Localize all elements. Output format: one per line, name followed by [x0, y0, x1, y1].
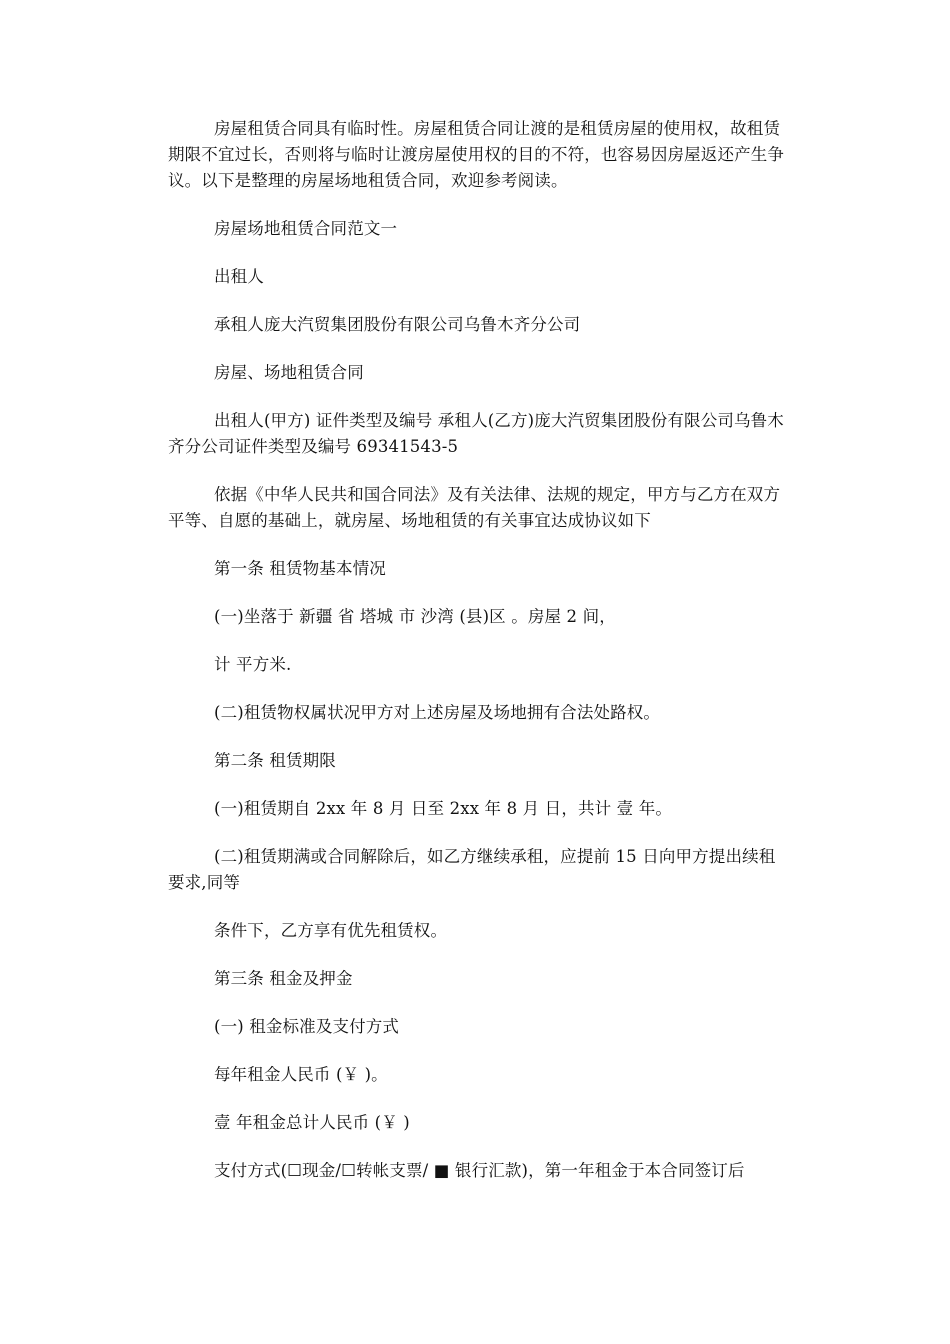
- article-2-item-2-cont: 条件下，乙方享有优先租赁权。: [214, 921, 448, 940]
- article-1-item-1: (一)坐落于 新疆 省 塔城 市 沙湾 (县)区 。房屋 2 间，: [214, 607, 616, 626]
- article-1-heading: 第一条 租赁物基本情况: [214, 559, 386, 578]
- total-rent-line: 壹 年租金总计人民币 (￥ ): [214, 1113, 410, 1132]
- payment-method-line: 支付方式(☐现金/☐转帐支票/ ■ 银行汇款)，第一年租金于本合同签订后: [214, 1161, 745, 1180]
- parties-paragraph: 出租人(甲方) 证件类型及编号 承租人(乙方)庞大汽贸集团股份有限公司乌鲁木齐分公司证件类型及编号 69341543-5: [168, 411, 784, 456]
- intro-paragraph: 房屋租赁合同具有临时性。房屋租赁合同让渡的是租赁房屋的使用权，故租赁期限不宜过长，否则将与临时让渡房屋使用权的目的不符，也容易因房屋返还产生争议。以下是整理的房屋场地租赁合同，欢迎参考阅读。: [168, 119, 785, 190]
- article-1-item-2: (二)租赁物权属状况甲方对上述房屋及场地拥有合法处路权。: [214, 703, 661, 722]
- section-heading: 房屋场地租赁合同范文一: [214, 219, 398, 238]
- contract-title: 房屋、场地租赁合同: [214, 363, 364, 382]
- annual-rent-line: 每年租金人民币 (￥ )。: [214, 1065, 388, 1084]
- article-2-heading: 第二条 租赁期限: [214, 751, 336, 770]
- document-body: [168, 116, 788, 1184]
- article-3-heading: 第三条 租金及押金: [214, 969, 353, 988]
- article-1-area: 计 平方米.: [214, 655, 292, 674]
- article-2-item-2: (二)租赁期满或合同解除后，如乙方继续承租，应提前 15 日向甲方提出续租要求,同等: [168, 847, 776, 892]
- basis-paragraph: 依据《中华人民共和国合同法》及有关法律、法规的规定，甲方与乙方在双方平等、自愿的基础上，就房屋、场地租赁的有关事宜达成协议如下: [168, 485, 781, 530]
- article-3-item-1: (一) 租金标准及支付方式: [214, 1017, 400, 1036]
- lessor-line: 出租人: [214, 267, 264, 286]
- lessee-line: 承租人庞大汽贸集团股份有限公司乌鲁木齐分公司: [214, 315, 581, 334]
- article-2-item-1: (一)租赁期自 2xx 年 8 月 日至 2xx 年 8 月 日，共计 壹 年。: [214, 799, 673, 818]
